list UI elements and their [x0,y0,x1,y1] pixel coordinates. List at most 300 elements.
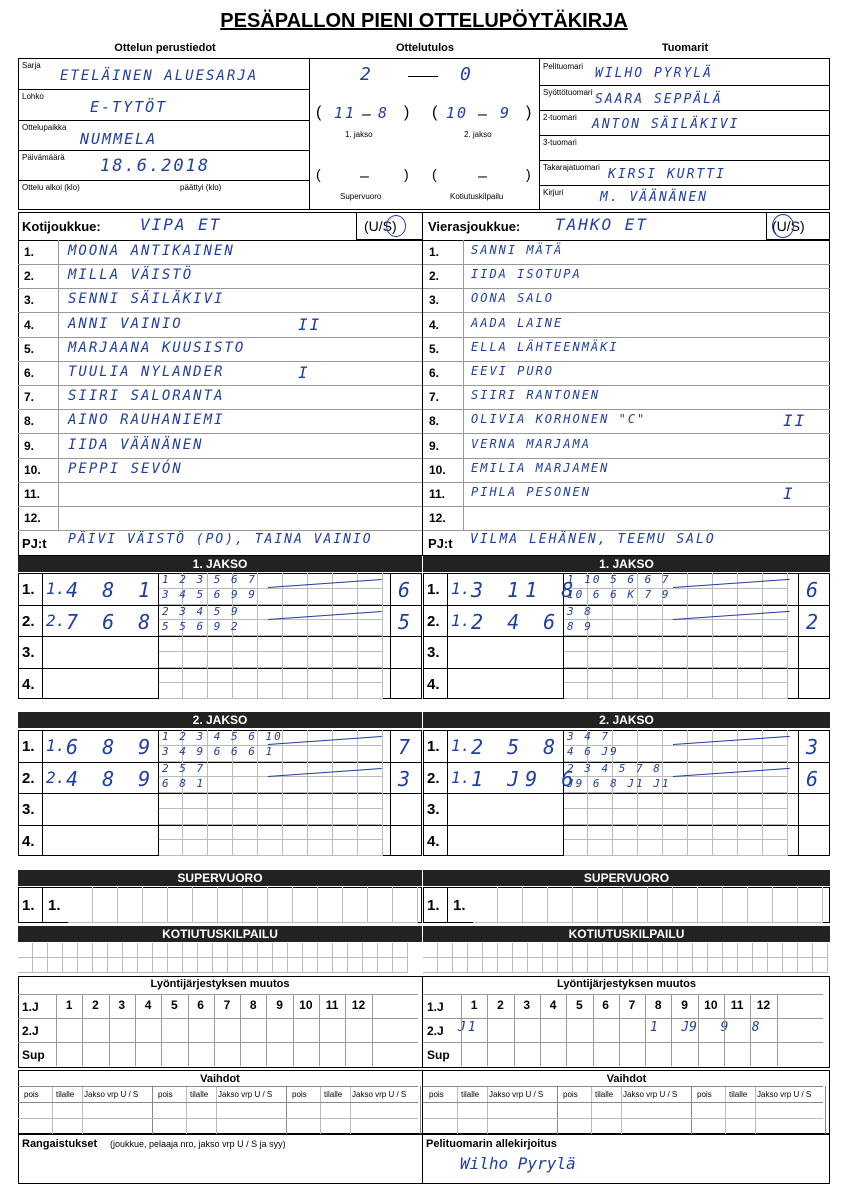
score-grid-cell [613,668,638,684]
player-name: AINO RAUHANIEMI [68,412,225,429]
shootout-cell [363,943,378,958]
super-cell [243,887,268,923]
score-grid-cell [333,636,358,652]
subs-col-line [320,1086,321,1134]
score-grid-cell [638,683,663,699]
score-grid-cell [258,589,283,605]
score-grid-cell [183,683,208,699]
away-us-marker: (U/S) [772,218,805,234]
series-label: Sarja [22,61,41,70]
batting-change-col: 6 [197,998,204,1012]
batting-change-line [18,1042,418,1043]
score-grid-cell [208,825,233,841]
score-grid-cell [258,840,283,856]
score-grid-cell [713,668,738,684]
batting-change-col: 9 [681,998,688,1012]
batting-change-col-line [214,994,215,1018]
shootout-cell [378,943,393,958]
subs-period-label: Jakso vrp U / S [84,1090,139,1099]
shootout-cell [303,958,318,973]
player-name: EMILIA MARJAMEN [471,460,610,475]
score-grid-cell [688,809,713,825]
batting-change-col-line [487,1018,488,1042]
batting-change-col-line [214,1018,215,1042]
batting-change-col-line [161,1018,162,1042]
shootout-cell [453,958,468,973]
score-grid-cell [738,652,763,668]
shootout-cell [528,958,543,973]
roster-number: 4. [429,317,440,332]
score-grid-cell [588,793,613,809]
shootout-cell [573,958,588,973]
score-grid-cell [663,840,688,856]
batting-change-col-line [56,1018,57,1042]
inning-row-label: 3. [22,801,35,818]
score-grid-cell [613,793,638,809]
home-team-name: VIPA ET [140,215,222,234]
score-grid-cell [588,840,613,856]
score-grid-cell [358,652,383,668]
score-grid-cell [158,652,183,668]
batting-change-col: 5 [575,998,583,1012]
shootout-cell [318,958,333,973]
inning-row-label: 1. [22,581,35,598]
batting-change-col-line [566,1018,567,1042]
home-score: 2 [360,64,373,85]
subs-col-line [725,1086,726,1134]
shootout-cell [363,958,378,973]
score-grid-cell [563,809,588,825]
subs-col-line [755,1086,756,1134]
shootout-cell [558,943,573,958]
score-grid-cell [358,777,383,793]
score-grid-cell [208,809,233,825]
score-grid-cell [208,636,233,652]
shootout-cell [648,943,663,958]
super-row-label: 1. [427,897,440,914]
inning-order: 1. [451,736,471,755]
player-name: AADA LAINE [471,315,564,330]
period-col-line [798,730,799,856]
subs-period-label: Jakso vrp U / S [757,1090,812,1099]
batting-change-col-line [724,1018,725,1042]
runs-bottom-line: 3 4 9 6 6 6 1 [162,745,275,758]
score-grid-cell [763,589,788,605]
score-grid-cell [308,777,333,793]
shootout-cell [63,958,78,973]
score-grid-cell [688,636,713,652]
batting-change-col-line [461,1018,462,1042]
score-grid-cell [688,652,713,668]
batting-change-line [423,1042,823,1043]
batting-sequence: 4 8 9 [66,766,157,791]
batting-sequence: 7 6 8 [66,609,157,634]
score-grid-cell [358,809,383,825]
batting-change-col-line [777,1018,778,1042]
score-grid-cell [258,809,283,825]
shootout-cell [648,958,663,973]
score-grid-cell [308,746,333,762]
player-name: MARJAANA KUUSISTO [68,339,246,356]
home-pj-label: PJ:t [22,536,47,551]
subs-in-label: tilalle [324,1090,343,1099]
subs-col-line [186,1086,187,1134]
score-grid-cell [358,636,383,652]
score-grid-cell [738,636,763,652]
shootout-cell [18,958,33,973]
date-value: 18.6.2018 [100,156,211,176]
score-grid-cell [738,793,763,809]
shootout-cell [93,943,108,958]
subs-out-label: pois [158,1090,173,1099]
super-label: Supervuoro [340,192,382,201]
runs-bottom-line: 8 9 [567,619,593,633]
subs-out-label: pois [429,1090,444,1099]
shootout-cell [798,958,813,973]
score-grid-cell [563,636,588,652]
block-label: Lohko [22,92,44,101]
score-grid-cell [688,840,713,856]
inning-row-label: 3. [427,801,440,818]
runs-bottom-line: 5 5 6 9 2 [162,619,240,633]
shootout-cell [333,958,348,973]
inning-runs: 6 [806,766,821,791]
batting-change-col-line [109,1018,110,1042]
subs-col-line [52,1086,53,1134]
signature-label: Pelituomarin allekirjoitus [426,1138,557,1150]
score-grid-cell [308,825,333,841]
away-team-name: TAHKO ET [555,215,649,234]
roster-row-line [18,288,422,289]
date-label: Päivämäärä [22,153,65,162]
batting-change-col-line [109,1042,110,1066]
score-grid-cell [258,777,283,793]
shootout-cell [678,958,693,973]
basic-info-heading: Ottelun perustiedot [114,42,216,54]
score-grid-cell [233,793,258,809]
score-grid-cell [358,683,383,699]
score-grid-cell [283,620,308,636]
away-u-circle [772,214,794,238]
batting-change-col-line [266,994,267,1018]
shootout-cell [618,943,633,958]
shootout-cell [468,958,483,973]
inning-row-label: 3. [427,644,440,661]
subs-col-line [152,1086,153,1134]
batting-change-col-line [135,1018,136,1042]
shootout-cell [513,943,528,958]
score-grid-cell [333,793,358,809]
shootout-cell [243,958,258,973]
batting-change-row-label: Sup [22,1048,45,1062]
score-grid-cell [713,809,738,825]
shootout-cell [153,943,168,958]
score-grid-cell [358,825,383,841]
inning-runs: 3 [398,766,413,791]
score-grid-cell [183,809,208,825]
batting-change-col-line [56,1042,57,1066]
score-grid-cell [258,668,283,684]
score-grid-cell [713,762,738,778]
main-referee-label: Pelituomari [543,62,584,71]
shootout-cell [258,958,273,973]
player-name: OONA SALO [471,291,555,306]
shootout-cell [438,958,453,973]
runs-top-line: 2 5 7 [162,761,206,775]
roster-row-line [423,264,830,265]
shootout-cell [78,958,93,973]
period-col-line [563,730,564,856]
second-referee-value: ANTON SÄILÄKIVI [592,117,740,132]
shootout-cell [498,943,513,958]
score-grid-cell [283,825,308,841]
batting-change-col: 8 [249,998,257,1012]
subs-in-label: tilalle [56,1090,75,1099]
super-cell [268,887,293,923]
roster-number: 7. [429,390,440,405]
shootout-cell [93,958,108,973]
roster-row-line [423,409,830,410]
shootout-cell [543,943,558,958]
roster-row-line [423,506,830,507]
roster-number: 11. [24,487,41,501]
shootout-cell [198,943,213,958]
batting-change-line [18,994,418,995]
venue-value: NUMMELA [80,130,158,148]
main-referee-value: WILHO PYRYLÄ [595,66,713,81]
super-cell [393,887,418,923]
subs-in-label: tilalle [595,1090,614,1099]
inning-order: 1. [451,767,471,787]
score-grid-cell [208,793,233,809]
batting-change-col-line [514,1042,515,1066]
shootout-cell [438,943,453,958]
batting-change-row-label: 2.J [22,1024,39,1038]
score-grid-cell [258,620,283,636]
batting-change-col-line [161,994,162,1018]
super-cell [748,887,773,923]
roster-number: 4. [24,317,35,332]
subs-out-label: pois [292,1090,307,1099]
runs-bottom-line: 10 6 6 K 7 9 [567,588,671,601]
shootout-cell [813,958,828,973]
super-cell [293,887,318,923]
subs-line [18,1118,418,1119]
super-cell [723,887,748,923]
shootout-cell [123,943,138,958]
score-grid-cell [333,589,358,605]
batting-change-col-line [645,1042,646,1066]
batting-change-col: 4 [549,998,557,1012]
score-grid-cell [208,652,233,668]
score-grid-cell [158,668,183,684]
score-grid-cell [638,840,663,856]
batting-change-col: 10 [299,998,313,1012]
shootout-cell [783,958,798,973]
score-grid-cell [208,777,233,793]
player-name: PIHLA PESONEN [471,485,591,499]
super-cell [773,887,798,923]
shootout-cell [453,943,468,958]
p2-label: 2. jakso [464,130,492,139]
shootout-cell [138,943,153,958]
away-pj-label: PJ:t [428,536,453,551]
shootout-cell [483,943,498,958]
batting-change-col-line [487,994,488,1018]
batting-change-col-line [540,994,541,1018]
roster-number: 1. [24,245,35,259]
shootout-cell [123,958,138,973]
batting-change-col-line [56,994,57,1018]
p2-home-score: 10 [446,104,469,122]
shootout-cell [228,958,243,973]
score-grid-cell [663,683,688,699]
score-grid-cell [713,683,738,699]
subs-period-label: Jakso vrp U / S [218,1090,273,1099]
shootout-cell [63,943,78,958]
score-grid-cell [358,746,383,762]
score-grid-cell [258,825,283,841]
roster-row-line [18,506,422,507]
super-cell [673,887,698,923]
shootout-cell [183,958,198,973]
score-grid-cell [308,589,333,605]
score-grid-cell [233,762,258,778]
shootout-cell [423,958,438,973]
batting-change-col-line [724,1042,725,1066]
batting-change-col-line [593,1042,594,1066]
page-title: PESÄPALLON PIENI OTTELUPÖYTÄKIRJA [220,10,628,32]
roster-row-line [423,288,830,289]
score-grid-cell [738,746,763,762]
batting-change-col-line [750,1042,751,1066]
score-grid-cell [713,636,738,652]
score-grid-cell [233,777,258,793]
shootout-cell [288,943,303,958]
score-grid-cell [563,668,588,684]
batting-change-col-line [319,994,320,1018]
shootout-cell [198,958,213,973]
score-grid-cell [613,605,638,621]
p2-away-score: 9 [500,104,512,122]
score-grid-cell [638,668,663,684]
batting-change-col-line [82,994,83,1018]
batting-sequence: 2 5 8 [471,735,562,759]
score-grid-cell [638,825,663,841]
roster-number: 9. [429,438,440,453]
score-grid-cell [588,683,613,699]
batting-change-col-line [671,1018,672,1042]
batting-change-col: 11 [325,998,339,1012]
inning-row-label: 1. [427,581,440,598]
score-grid-cell [688,683,713,699]
batting-change-col-line [82,1018,83,1042]
away-team-label: Vierasjoukkue: [428,219,521,234]
batting-sequence: 2 4 6 [471,609,562,634]
score-grid-cell [358,668,383,684]
runs-bottom-line: J9 6 8 J1 J1 [567,776,671,790]
super-cell [118,887,143,923]
batting-change-col-line [161,1042,162,1066]
player-name: MILLA VÄISTÖ [68,267,194,284]
super-cell [798,887,823,923]
subs-col-line [691,1086,692,1134]
runs-bottom-line: 4 6 J9 [567,745,619,758]
batting-change-col-line [372,994,373,1018]
home-team-label: Kotijoukkue: [22,219,101,234]
score-grid-cell [563,840,588,856]
score-grid-cell [638,809,663,825]
batting-change-col: 9 [276,998,283,1012]
referees-heading: Tuomarit [661,42,709,54]
subs-line [423,1086,823,1087]
shootout-cell [168,943,183,958]
shootout-label: Kotiutuskilpailu [450,192,504,201]
batting-change-col: 7 [628,998,636,1012]
batting-change-col-line [293,994,294,1018]
score-grid-cell [738,683,763,699]
p1-home-score: 11 [334,104,357,122]
roster-row-line [18,361,422,362]
super-cell [218,887,243,923]
super-cell [318,887,343,923]
batting-change-col-line [750,1018,751,1042]
score-grid-cell [333,746,358,762]
roster-number: 12. [24,511,41,526]
away-shootout-heading: KOTIUTUSKILPAILU [423,926,830,942]
runs-top-line: 1 10 5 6 6 7 [567,573,671,586]
super-cell [548,887,573,923]
inning-order: 2. [46,767,66,787]
shootout-cell [768,958,783,973]
score-grid-cell [713,793,738,809]
score-grid-cell [358,620,383,636]
period-col-line [447,730,448,856]
scribe-label: Kirjuri [543,188,564,197]
runs-top-line: 3 4 7 [567,730,611,743]
back-referee-label: Takarajatuomari [543,163,600,172]
score-grid-cell [308,683,333,699]
batting-change-col-line [645,1018,646,1042]
batting-change-col-line [188,1042,189,1066]
away-subs-label: Vaihdot [606,1073,647,1085]
subs-col-line [591,1086,592,1134]
super-cell [343,887,368,923]
batting-change-col-line [293,1042,294,1066]
home-pj-value: PÄIVI VÄISTÖ (PO), TAINA VAINIO [68,532,373,547]
home-subs-label: Vaihdot [200,1073,240,1085]
score-grid-cell [713,730,738,746]
roster-number: 9. [24,438,35,453]
inning-row-label: 2. [427,612,440,630]
score-grid-cell [638,793,663,809]
player-name: SANNI MÄTÄ [471,243,564,257]
score-grid-cell [663,636,688,652]
batting-change-col: 2 [497,998,504,1012]
super-cell [368,887,393,923]
batting-change-col-line [487,1042,488,1066]
super-cell [598,887,623,923]
shootout-cell [273,958,288,973]
score-grid-cell [763,652,788,668]
score-grid-cell [738,668,763,684]
score-grid-cell [283,746,308,762]
score-grid-cell [613,683,638,699]
score-grid-cell [258,793,283,809]
super-cell [68,887,93,923]
subs-col-line [216,1086,217,1134]
shootout-cell [768,943,783,958]
